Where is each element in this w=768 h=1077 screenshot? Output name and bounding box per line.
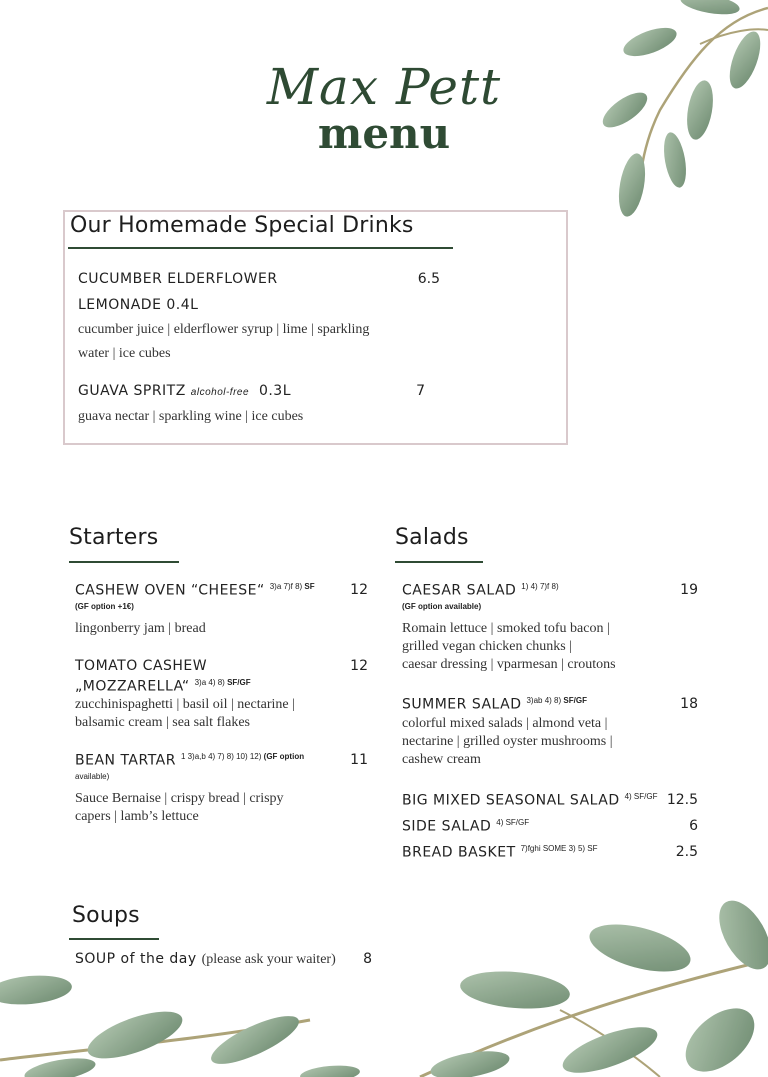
soup-description: (please ask your waiter) [201,952,336,967]
drink-size: 0.3L [258,383,292,399]
salad-description-line3: caesar dressing | vparmesan | croutons [402,657,616,672]
drink-price: 6.5 [417,271,440,287]
salad-price: 19 [680,582,698,598]
salad-price: 6 [689,818,698,834]
salad-description-line3: cashew cream [402,752,481,767]
starters-heading: Starters [69,525,159,550]
soup-price: 8 [363,951,372,967]
salad-price: 2.5 [675,844,698,860]
salads-heading-rule [395,561,483,563]
bottom-right-leaf-branch [420,892,768,1077]
salad-description: Romain lettuce | smoked tofu bacon | [402,621,610,636]
soups-heading: Soups [72,903,140,928]
salad-title: CAESAR SALAD $^{1) 4) 7)f 8)}$ [402,582,559,599]
drink-price: 7 [416,383,425,399]
starter-description: Sauce Bernaise | crispy bread | crispy [75,791,284,806]
salad-title: SUMMER SALAD $^{3)ab 4) 8) SF/GF}$ [402,696,587,713]
drink-title: CUCUMBER ELDERFLOWER [78,271,278,287]
salads-heading: Salads [395,525,469,550]
starters-heading-rule [69,561,179,563]
drinks-heading-rule [68,247,453,249]
drink-tag: alcohol-free [190,387,250,398]
allergen-codes: 3)a 4) 8) SF/GF [194,678,251,687]
salad-title: BIG MIXED SEASONAL SALAD $^{4) SF/GF}$ [402,792,658,809]
allergen-codes: 4) SF/GF [496,818,530,827]
starter-note: available) [75,772,110,781]
allergen-codes: 1 3)a,b 4) 7) 8) 10) 12) (GF option [180,752,305,761]
drink-size: 0.4L [166,297,199,313]
salad-description-line2: nectarine | grilled oyster mushrooms | [402,734,613,749]
drink-description: guava nectar | sparkling wine | ice cubes [78,409,304,424]
menu-title: menu [317,109,451,158]
brand-name: Max Pett [266,58,502,116]
salad-title: SIDE SALAD $^{4) SF/GF}$ [402,818,530,835]
drink-title: GUAVA SPRITZ alcohol-free 0.3L [78,383,292,399]
starter-price: 12 [350,658,368,674]
soup-title: SOUP of the day (please ask your waiter) [75,951,336,967]
drink-title-line2: LEMONADE 0.4L [78,297,199,313]
bottom-left-leaf-branch [0,972,361,1077]
starter-description-line2: capers | lamb’s lettuce [75,809,199,824]
allergen-codes: 7)fghi SOME 3) 5) SF [520,844,598,853]
allergen-codes: 3)a 7)f 8) SF [269,582,315,591]
starter-description-line2: balsamic cream | sea salt flakes [75,715,250,730]
starter-note: (GF option +1€) [75,602,134,611]
drink-description: cucumber juice | elderflower syrup | lime | sparkling [78,322,370,337]
starter-price: 11 [350,752,368,768]
drink-description-line2: water | ice cubes [78,346,171,361]
salad-title: BREAD BASKET $^{7)fghi SOME 3) 5) SF}$ [402,844,598,861]
allergen-codes: 3)ab 4) 8) SF/GF [526,696,587,705]
allergen-codes: 1) 4) 7)f 8) [521,582,559,591]
starter-title: TOMATO CASHEW [75,658,208,674]
soups-heading-rule [69,938,159,940]
salad-note: (GF option available) [402,602,482,611]
starter-description: lingonberry jam | bread [75,621,206,636]
brand-header [0,58,768,156]
starter-price: 12 [350,582,368,598]
drinks-heading: Our Homemade Special Drinks [70,213,414,238]
starter-title: CASHEW OVEN “CHEESE“ $^{3)a 7)f 8) SF}$ [75,582,315,599]
starter-title: BEAN TARTAR $^{1 3)a,b 4) 7) 8) 10) 12) (GF option}$ [75,752,305,769]
salad-price: 18 [680,696,698,712]
salad-price: 12.5 [666,792,698,808]
salad-description: colorful mixed salads | almond veta | [402,716,608,731]
allergen-codes: 4) SF/GF [624,792,658,801]
starter-description: zucchinispaghetti | basil oil | nectarine | [75,697,295,712]
salad-description-line2: grilled vegan chicken chunks | [402,639,572,654]
starter-title-line2: „MOZZARELLA“ $^{3)a 4) 8) SF/GF}$ [75,678,251,695]
